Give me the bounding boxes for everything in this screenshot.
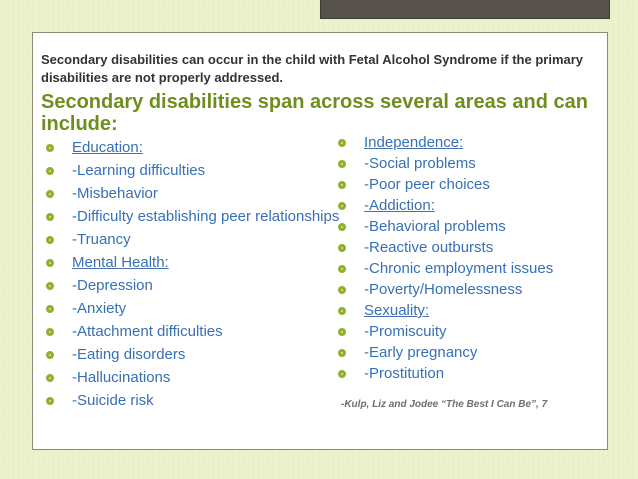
ring-bullet-icon (335, 283, 349, 297)
list-item (43, 277, 343, 295)
list-item (43, 369, 343, 387)
list-item-text: -Chronic employment issues (364, 260, 554, 277)
ring-bullet-icon (335, 220, 349, 234)
subheading: Secondary disabilities span across several areas and can include: (41, 91, 588, 135)
ring-bullet-icon (335, 262, 349, 276)
list-item (335, 239, 605, 257)
ring-bullet-icon (43, 233, 57, 247)
ring-bullet-icon (43, 279, 57, 293)
ring-bullet-icon (335, 346, 349, 360)
list-item (43, 323, 343, 341)
list-item-text: -Misbehavior (72, 185, 158, 202)
list-item (335, 155, 605, 173)
ring-bullet-icon (43, 164, 57, 178)
list-heading-item (335, 302, 605, 320)
ring-bullet-icon (335, 325, 349, 339)
list-item-text: -Poor peer choices (364, 176, 490, 193)
list-item-text: -Attachment difficulties (72, 323, 223, 340)
list-item (43, 346, 343, 364)
list-item (335, 218, 605, 236)
list-item (335, 344, 605, 362)
list-item-text: -Behavioral problems (364, 218, 506, 235)
list-item (43, 231, 343, 249)
list-item (43, 392, 343, 410)
list-item-text: Mental Health: (72, 254, 169, 271)
ring-bullet-icon (43, 302, 57, 316)
ring-bullet-icon (43, 210, 57, 224)
content-panel (32, 32, 608, 450)
list-heading-item (335, 134, 605, 152)
list-item-text: -Anxiety (72, 300, 127, 317)
list-item (43, 300, 343, 318)
list-item-text: -Truancy (72, 231, 131, 248)
ring-bullet-icon (335, 157, 349, 171)
list-item-text: -Suicide risk (72, 392, 154, 409)
list-item-text: -Reactive outbursts (364, 239, 494, 256)
list-item-text: -Hallucinations (72, 369, 171, 386)
list-item-text: -Depression (72, 277, 153, 294)
list-item (43, 208, 343, 226)
ring-bullet-icon (335, 136, 349, 150)
list-heading-item (43, 139, 343, 157)
list-item-text: -Social problems (364, 155, 476, 172)
ring-bullet-icon (43, 371, 57, 385)
citation: -Kulp, Liz and Jodee “The Best I Can Be”, 7 (341, 399, 548, 410)
list-heading-item (43, 254, 343, 272)
ring-bullet-icon (335, 199, 349, 213)
left-bullet-list (43, 139, 343, 415)
list-item-text: -Addiction: (364, 197, 435, 214)
ring-bullet-icon (335, 304, 349, 318)
list-item-text: Independence: (364, 134, 464, 151)
list-item (335, 176, 605, 194)
ring-bullet-icon (43, 394, 57, 408)
ring-bullet-icon (43, 256, 57, 270)
list-item-text: -Learning difficulties (72, 162, 206, 179)
list-item-text: Sexuality: (364, 302, 430, 319)
list-item-text: -Early pregnancy (364, 344, 478, 361)
list-item (335, 260, 605, 278)
ring-bullet-icon (43, 348, 57, 362)
list-heading-item (335, 197, 605, 215)
list-item (335, 365, 605, 383)
list-item (335, 323, 605, 341)
list-item-text: -Poverty/Homelessness (364, 281, 523, 298)
right-bullet-list (335, 134, 605, 386)
list-item-text: -Prostitution (364, 365, 445, 382)
intro-text: Secondary disabilities can occur in the child with Fetal Alcohol Syndrome if the primary disabilities are not properly addressed. (41, 52, 584, 85)
list-item-text: -Promiscuity (364, 323, 447, 340)
ring-bullet-icon (43, 141, 57, 155)
ring-bullet-icon (43, 325, 57, 339)
list-item-text: Education: (72, 139, 143, 156)
ring-bullet-icon (43, 187, 57, 201)
ring-bullet-icon (335, 178, 349, 192)
list-item (43, 162, 343, 180)
list-item (335, 281, 605, 299)
ring-bullet-icon (335, 241, 349, 255)
ring-bullet-icon (335, 367, 349, 381)
list-item (43, 185, 343, 203)
list-item-text: -Eating disorders (72, 346, 186, 363)
list-item-text: -Difficulty establishing peer relationships (72, 208, 340, 225)
top-decorative-bar (320, 0, 610, 19)
